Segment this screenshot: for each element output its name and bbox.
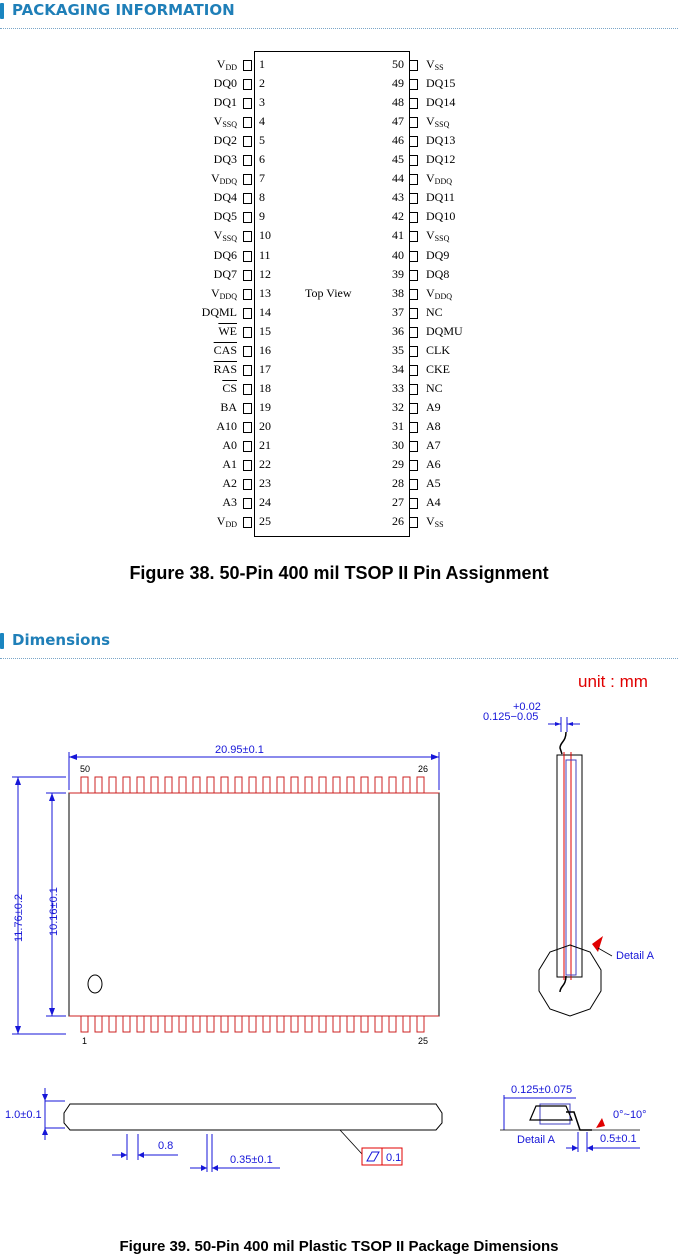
right-pin-name: DQ10 (426, 209, 456, 224)
left-pin-number: 22 (259, 457, 271, 472)
left-pin-name: A0 (222, 438, 237, 452)
bottom-lead (417, 1016, 424, 1032)
right-pin-number: 48 (392, 95, 404, 110)
right-pin-pad (409, 117, 418, 128)
pin-assignment-diagram (0, 0, 678, 560)
side-elevation-view (64, 1104, 442, 1130)
left-pin-pad (243, 174, 252, 185)
right-pin-name: A4 (426, 495, 441, 510)
left-pin-pad (243, 327, 252, 338)
top-lead (319, 777, 326, 793)
right-pin-pad (409, 365, 418, 376)
right-pin-number: 31 (392, 418, 404, 433)
right-pin-name: DQ12 (426, 152, 456, 167)
left-pin-number: 20 (259, 418, 271, 433)
right-pin-number: 43 (392, 190, 404, 205)
top-lead (305, 777, 312, 793)
right-pin-pad (409, 441, 418, 452)
right-pin-pad (409, 308, 418, 319)
left-pin-pad (243, 460, 252, 471)
left-pin-name: $\overline{CS}$ (222, 380, 237, 395)
bottom-lead (333, 1016, 340, 1032)
left-pin-name: $\overline{CAS}$ (213, 342, 237, 357)
right-pin-subscript: SS (434, 520, 444, 530)
right-pin-number: 27 (392, 495, 404, 510)
left-pin-pad (243, 212, 252, 223)
right-pin-name: A8 (426, 418, 441, 433)
left-pin-name: DQML (201, 304, 237, 319)
packaging-section-title: PACKAGING INFORMATION (12, 1, 235, 19)
right-pin-pad (409, 384, 418, 395)
right-pin-name: NC (426, 380, 443, 395)
left-pin-name: $\overline{WE}$ (218, 323, 237, 338)
left-pin-number: 9 (259, 209, 265, 224)
top-view-label: Top View (305, 286, 352, 300)
left-pin-pad (243, 193, 252, 204)
bottom-lead (151, 1016, 158, 1032)
left-pin-number: 21 (259, 438, 271, 452)
top-lead (235, 777, 242, 793)
thickness-dimension (42, 1088, 65, 1140)
right-pin-number: 45 (392, 152, 404, 167)
right-pin-pad (409, 289, 418, 300)
left-pin-pad (243, 136, 252, 147)
left-pin-name: $V_{SSQ}$ (213, 114, 237, 130)
right-pin-name: DQ11 (426, 190, 455, 205)
left-pin-subscript: DDQ (219, 291, 237, 301)
left-pin-name: BA (220, 399, 237, 414)
left-pin-number: 24 (259, 495, 271, 510)
right-pin-subscript: SSQ (434, 234, 450, 244)
right-pin-name: $V_{SSQ}$ (426, 114, 450, 130)
right-pin-pad (409, 251, 418, 262)
right-pin-pad (409, 422, 418, 433)
right-pin-number: 50 (392, 57, 404, 71)
right-pin-name: A7 (426, 438, 441, 452)
angle-label: 0°~10° (613, 1109, 647, 1121)
package-body-top-view (69, 793, 439, 1016)
top-lead-row (81, 777, 424, 793)
lead-thickness-tol-label: +0.02 (513, 701, 541, 713)
left-pin-pad (243, 308, 252, 319)
right-pin-number: 29 (392, 457, 404, 472)
right-pin-number: 40 (392, 247, 404, 262)
bottom-lead (109, 1016, 116, 1032)
top-lead (249, 777, 256, 793)
left-pin-number: 16 (259, 342, 271, 357)
left-pin-number: 8 (259, 190, 265, 205)
left-pin-subscript: SSQ (222, 234, 237, 244)
left-pin-number: 23 (259, 476, 271, 491)
left-pin-subscript: DDQ (219, 177, 237, 187)
right-pin-pad (409, 327, 418, 338)
left-pin-number: 1 (259, 57, 265, 71)
right-pin-pad (409, 498, 418, 509)
lead-thickness-dimension (548, 717, 580, 732)
right-pin-name: NC (426, 304, 443, 319)
right-pin-name: $V_{SS}$ (426, 57, 444, 72)
right-pin-pad (409, 174, 418, 185)
left-pin-number: 6 (259, 152, 265, 167)
left-pin-pad (243, 384, 252, 395)
left-pin-pad (243, 479, 252, 490)
right-pin-number: 44 (392, 171, 404, 186)
pitch-label: 0.8 (158, 1140, 174, 1152)
top-lead (333, 777, 340, 793)
left-pin-number: 19 (259, 399, 271, 414)
left-pin-name: DQ2 (213, 133, 237, 148)
left-pin-name: A2 (222, 476, 237, 491)
left-pin-number: 17 (259, 361, 271, 376)
pin-1-label: 1 (82, 1036, 88, 1046)
left-pin-name: $V_{DDQ}$ (210, 285, 237, 301)
left-pin-pad (243, 98, 252, 109)
left-pin-name: DQ4 (213, 190, 237, 205)
right-pin-name: DQ14 (426, 95, 456, 110)
right-pin-subscript: SS (434, 63, 444, 72)
bottom-lead (179, 1016, 186, 1032)
right-pin-number: 38 (392, 285, 404, 300)
bottom-lead (207, 1016, 214, 1032)
right-pin-number: 28 (392, 476, 404, 491)
lead-thickness-label: 0.125−0.05 (483, 711, 539, 723)
left-pin-name: $V_{DDQ}$ (210, 171, 237, 187)
top-lead (151, 777, 158, 793)
angle-pointer-icon (596, 1118, 605, 1128)
left-pin-number: 11 (259, 247, 271, 262)
left-pin-number: 5 (259, 133, 265, 148)
right-pin-number: 42 (392, 209, 404, 224)
dimensions-section-title: Dimensions (12, 631, 111, 649)
right-pin-subscript: SSQ (434, 120, 450, 130)
left-pin-name: $V_{DD}$ (216, 514, 237, 530)
height-body-label: 10.16±0.1 (48, 887, 60, 936)
bottom-lead (277, 1016, 284, 1032)
left-pin-name: $V_{SSQ}$ (213, 228, 237, 244)
right-pin-name: $V_{SS}$ (426, 514, 444, 530)
top-lead (291, 777, 298, 793)
right-pin-number: 46 (392, 133, 404, 148)
bottom-lead (305, 1016, 312, 1032)
pin-26-label: 26 (418, 764, 429, 774)
right-pin-pad (409, 479, 418, 490)
left-pin-pad (243, 289, 252, 300)
left-pin-name: A10 (216, 418, 237, 433)
left-pin-name: DQ0 (213, 76, 237, 91)
right-pin-pad (409, 212, 418, 223)
top-lead (221, 777, 228, 793)
left-pin-number: 10 (259, 228, 271, 243)
bottom-lead (403, 1016, 410, 1032)
right-pin-number: 47 (392, 114, 404, 129)
bottom-lead (123, 1016, 130, 1032)
right-pin-number: 33 (392, 380, 404, 395)
dimensions-section-header (0, 630, 678, 652)
top-lead (123, 777, 130, 793)
bottom-lead (249, 1016, 256, 1032)
top-lead (193, 777, 200, 793)
right-pin-pad (409, 193, 418, 204)
right-pin-name: DQMU (426, 323, 463, 338)
left-pin-pad (243, 365, 252, 376)
right-pin-number: 37 (392, 304, 404, 319)
length-dimension-label: 20.95±0.1 (215, 744, 264, 756)
left-pin-name: A1 (222, 457, 237, 472)
right-pin-pad (409, 79, 418, 90)
left-pin-name: DQ1 (213, 95, 237, 110)
left-pin-pad (243, 60, 252, 71)
right-pin-pad (409, 98, 418, 109)
coplanarity-leader (340, 1130, 362, 1154)
top-lead (179, 777, 186, 793)
left-pin-number: 13 (259, 285, 271, 300)
left-pin-pad (243, 441, 252, 452)
left-pin-number: 25 (259, 514, 271, 529)
bottom-lead (375, 1016, 382, 1032)
left-pin-name: DQ5 (213, 209, 237, 224)
left-pin-pad (243, 231, 252, 242)
bottom-lead (319, 1016, 326, 1032)
left-pin-pad (243, 270, 252, 281)
bottom-lead (361, 1016, 368, 1032)
right-pin-name: DQ8 (426, 266, 450, 281)
right-pin-number: 34 (392, 361, 404, 376)
right-pin-number: 35 (392, 342, 404, 357)
foot-length-label: 0.5±0.1 (600, 1133, 637, 1145)
top-lead (403, 777, 410, 793)
top-lead (95, 777, 102, 793)
right-pin-pad (409, 136, 418, 147)
bottom-lead (263, 1016, 270, 1032)
thickness-label: 1.0±0.1 (5, 1109, 42, 1121)
bottom-lead (221, 1016, 228, 1032)
right-pin-number: 39 (392, 266, 404, 281)
top-lead (137, 777, 144, 793)
side-view-lead-bottom (560, 976, 566, 992)
left-pin-subscript: SSQ (222, 120, 237, 130)
left-pin-number: 2 (259, 76, 265, 91)
unit-label: unit : mm (578, 672, 648, 691)
height-outer-label: 11.76±0.2 (13, 893, 25, 942)
left-pin-name: DQ3 (213, 152, 237, 167)
top-lead (165, 777, 172, 793)
top-lead (361, 777, 368, 793)
right-pin-name: CKE (426, 361, 450, 376)
detail-a-sub-label: Detail A (517, 1134, 555, 1146)
detail-thickness-label: 0.125±0.075 (511, 1084, 573, 1096)
right-pin-pad (409, 155, 418, 166)
right-pin-name: A9 (426, 399, 441, 414)
right-pin-name: CLK (426, 342, 450, 357)
top-lead (417, 777, 424, 793)
right-pin-name: $V_{SSQ}$ (426, 228, 450, 244)
top-lead (375, 777, 382, 793)
left-pin-pad (243, 517, 252, 528)
bottom-lead (347, 1016, 354, 1032)
right-pin-name: DQ13 (426, 133, 456, 148)
left-pin-pad (243, 403, 252, 414)
bottom-lead (81, 1016, 88, 1032)
right-pin-number: 30 (392, 438, 404, 452)
left-pin-pad (243, 251, 252, 262)
left-pin-pad (243, 117, 252, 128)
right-pin-pad (409, 403, 418, 414)
right-pin-pad (409, 517, 418, 528)
lead-width-dimension (190, 1134, 280, 1172)
left-pin-number: 15 (259, 323, 271, 338)
coplanarity-label: 0.1 (386, 1152, 402, 1164)
left-pin-name: $\overline{RAS}$ (213, 361, 237, 376)
right-pin-number: 36 (392, 323, 404, 338)
right-pin-number: 41 (392, 228, 404, 243)
left-pin-name: A3 (222, 495, 237, 510)
right-pin-pad (409, 270, 418, 281)
top-lead (207, 777, 214, 793)
left-pin-name: DQ6 (213, 247, 237, 262)
right-pin-name: DQ9 (426, 247, 450, 262)
bottom-lead (235, 1016, 242, 1032)
bottom-lead-row (81, 1016, 424, 1032)
bottom-lead (137, 1016, 144, 1032)
top-lead (389, 777, 396, 793)
bottom-lead (193, 1016, 200, 1032)
right-pin-number: 32 (392, 399, 404, 414)
left-pin-number: 3 (259, 95, 265, 110)
right-pin-subscript: DDQ (434, 177, 453, 187)
right-pin-pad (409, 60, 418, 71)
section-marker-icon (0, 633, 4, 649)
top-lead (263, 777, 270, 793)
top-lead (81, 777, 88, 793)
right-pin-name: DQ15 (426, 76, 456, 91)
bottom-lead (389, 1016, 396, 1032)
right-pin-name: A6 (426, 457, 441, 472)
bottom-lead (95, 1016, 102, 1032)
side-view-lead-top (560, 732, 566, 754)
right-pin-name: A5 (426, 476, 441, 491)
lead-width-label: 0.35±0.1 (230, 1154, 273, 1166)
pin1-indicator (88, 975, 102, 993)
left-pin-pad (243, 79, 252, 90)
detail-a-leader (598, 948, 612, 956)
top-lead (347, 777, 354, 793)
right-pin-pad (409, 231, 418, 242)
pin-25-label: 25 (418, 1036, 429, 1046)
package-body-side-view (557, 755, 582, 977)
top-lead (109, 777, 116, 793)
left-pin-name: $V_{DD}$ (216, 57, 237, 72)
figure-39-caption: Figure 39. 50-Pin 400 mil Plastic TSOP II Package Dimensions (119, 1238, 559, 1255)
left-pin-pad (243, 422, 252, 433)
section-divider (0, 658, 678, 659)
left-pin-subscript: DD (225, 520, 237, 530)
left-pin-pad (243, 498, 252, 509)
left-pin-pad (243, 346, 252, 357)
left-pin-number: 18 (259, 380, 271, 395)
figure-38-caption: Figure 38. 50-Pin 400 mil TSOP II Pin Assignment (129, 563, 549, 583)
left-pin-subscript: DD (225, 63, 237, 72)
left-pin-name: DQ7 (213, 266, 237, 281)
right-pin-number: 49 (392, 76, 404, 91)
bottom-lead (291, 1016, 298, 1032)
detail-a-label: Detail A (616, 950, 654, 962)
top-lead (277, 777, 284, 793)
right-pin-number: 26 (392, 514, 404, 529)
left-pin-number: 4 (259, 114, 265, 129)
pin-50-label: 50 (80, 764, 91, 774)
right-pin-name: $V_{DDQ}$ (426, 171, 453, 187)
right-pin-name: $V_{DDQ}$ (426, 285, 453, 301)
left-pin-number: 12 (259, 266, 271, 281)
right-pin-pad (409, 460, 418, 471)
right-pin-pad (409, 346, 418, 357)
right-pin-subscript: DDQ (434, 291, 453, 301)
left-pin-number: 14 (259, 304, 271, 319)
package-dimension-drawing (0, 660, 678, 1230)
left-pin-pad (243, 155, 252, 166)
bottom-lead (165, 1016, 172, 1032)
left-pin-number: 7 (259, 171, 265, 186)
